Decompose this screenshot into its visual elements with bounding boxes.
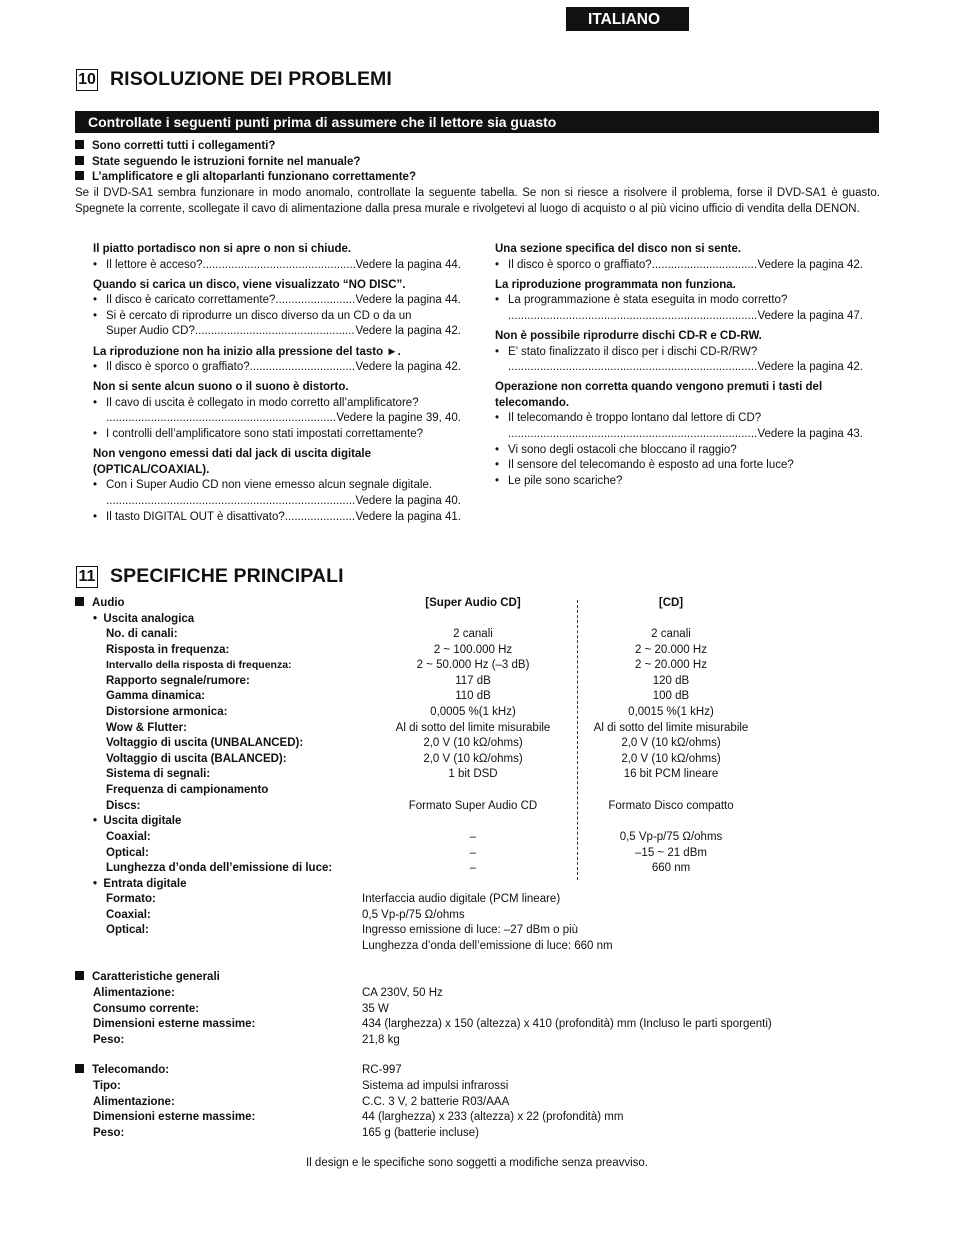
intro-paragraph: Se il DVD-SA1 sembra funzionare in modo anomalo, controllate la seguente tabella. Se non si riesce a risolvere il problema, forse il DVD-SA1 è guasto. Spegnete la corrente, scollegate il cavo di alimentazione dalla presa murale e rivolgetevi al luogo di acquisto o al più vicino ufficio di vendita della DENON. xyxy=(75,187,880,215)
remote-model: RC-997 xyxy=(362,1064,402,1076)
problem-item: • Le pile sono scariche? xyxy=(495,474,863,490)
spec-value-cd: –15 ~ 21 dBm xyxy=(635,846,707,859)
spec-value-sacd: Al di sotto del limite misurabile xyxy=(395,721,551,734)
section-10-title xyxy=(76,68,392,91)
problem-item: • Il disco è sporco o graffiato? ..... Vedere la pagina 42. xyxy=(495,258,863,274)
problem-title: Operazione non corretta quando vengono premuti i tasti del telecomando. xyxy=(495,381,823,409)
spec-value: C.C. 3 V, 2 batterie R03/AAA xyxy=(362,1095,510,1108)
spec-value: CA 230V, 50 Hz xyxy=(362,987,443,999)
language-tab: ITALIANO xyxy=(566,7,689,31)
problem-title: Non è possibile riprodurre dischi CD-R e CD-RW. xyxy=(495,329,762,342)
problem-title: Non si sente alcun suono o il suono è distorto. xyxy=(93,381,349,394)
problem-title: Il piatto portadisco non si apre o non si chiude. xyxy=(93,243,352,255)
spec-label: Formato: xyxy=(106,893,156,905)
spec-label: Distorsione armonica: xyxy=(106,706,228,718)
spec-label: No. di canali: xyxy=(106,628,178,640)
spec-label: Sistema di segnali: xyxy=(106,768,211,781)
section-number: 10 xyxy=(76,69,98,91)
spec-label: Wow & Flutter: xyxy=(106,721,187,734)
spec-value-sacd: – xyxy=(469,846,477,859)
problem-title: La riproduzione programmata non funziona. xyxy=(495,278,736,291)
square-bullet-icon xyxy=(75,597,84,606)
spec-value: 434 (larghezza) x 150 (altezza) x 410 (profondità) mm (Incluso le parti sporgenti) xyxy=(362,1018,772,1031)
spec-label: Lunghezza d’onda dell’emissione di luce: xyxy=(106,862,333,875)
spec-value-cd: 120 dB xyxy=(652,674,690,687)
problem-item: • I controlli dell’amplificatore sono stati impostati correttamente? xyxy=(93,427,461,443)
check-item: Sono corretti tutti i collegamenti? xyxy=(75,139,416,155)
spec-value: Ingresso emissione di luce: –27 dBm o più xyxy=(362,924,579,937)
spec-label: Voltaggio di uscita (UNBALANCED): xyxy=(106,737,304,750)
spec-subheading-digital-out: • Uscita digitale xyxy=(93,815,182,827)
problem-item: • Il cavo di uscita è collegato in modo corretto all’amplificatore? ..... Vedere la pagine 39, 40. xyxy=(93,396,461,427)
troubleshooting-right-column xyxy=(495,242,863,489)
footnote: Il design e le specifiche sono soggetti a modifiche senza preavviso. xyxy=(305,1157,648,1169)
spec-value-sacd: – xyxy=(469,862,477,875)
problem-item: • Il sensore del telecomando è esposto ad una forte luce? xyxy=(495,458,863,474)
spec-label: Peso: xyxy=(93,1033,125,1046)
problem-title: Quando si carica un disco, viene visualizzato “NO DISC”. xyxy=(93,278,406,291)
square-bullet-icon xyxy=(75,140,84,149)
spec-value-cd: 16 bit PCM lineare xyxy=(623,768,719,781)
spec-label: Risposta in frequenza: xyxy=(106,643,230,656)
spec-value-cd: 0,0015 %(1 kHz) xyxy=(628,706,714,718)
spec-label: Rapporto segnale/rumore: xyxy=(106,674,250,687)
spec-value-cd: 2,0 V (10 kΩ/ohms) xyxy=(621,752,721,765)
spec-label: Tipo: xyxy=(93,1080,121,1092)
spec-label: Voltaggio di uscita (BALANCED): xyxy=(106,752,287,765)
problem-item: • Si è cercato di riprodurre un disco diverso da un CD o da un Super Audio CD? ..... Vedere la pagina 42. xyxy=(93,309,461,340)
spec-value-sacd: Formato Super Audio CD xyxy=(408,799,538,812)
spec-value-cd: 2 ~ 20.000 Hz xyxy=(635,643,707,656)
problem-title: Una sezione specifica del disco non si sente. xyxy=(495,243,742,255)
problem-title: La riproduzione non ha inizio alla pressione del tasto ►. xyxy=(93,345,401,358)
problem-item: • Il telecomando è troppo lontano dal lettore di CD? ..... Vedere la pagina 43. xyxy=(495,411,863,442)
spec-value-sacd: 1 bit DSD xyxy=(448,768,498,781)
section-heading: RISOLUZIONE DEI PROBLEMI xyxy=(110,68,392,90)
problem-item: • Il tasto DIGITAL OUT è disattivato? ..... Vedere la pagina 41. xyxy=(93,510,461,526)
spec-value: 21,8 kg xyxy=(362,1033,400,1046)
spec-label: Alimentazione: xyxy=(93,987,175,999)
spec-value-cd: Formato Disco compatto xyxy=(608,799,734,812)
spec-label: Intervallo della risposta di frequenza: xyxy=(106,659,292,672)
spec-value-sacd: – xyxy=(469,831,477,843)
section-number: 11 xyxy=(76,566,98,588)
spec-label: Frequenza di campionamento xyxy=(106,784,269,796)
problem-item: • Con i Super Audio CD non viene emesso alcun segnale digitale. ..... Vedere la pagina 40. xyxy=(93,478,461,509)
check-list xyxy=(75,139,416,186)
spec-heading-remote: Telecomando: xyxy=(75,1063,169,1079)
spec-label: Coaxial: xyxy=(106,908,151,921)
section-heading: SPECIFICHE PRINCIPALI xyxy=(110,565,344,587)
spec-label: Coaxial: xyxy=(106,831,151,843)
square-bullet-icon xyxy=(75,971,84,980)
spec-value-sacd: 0,0005 %(1 kHz) xyxy=(430,706,516,718)
spec-label: Discs: xyxy=(106,799,141,812)
spec-label: Optical: xyxy=(106,924,149,937)
troubleshooting-left-column xyxy=(93,242,461,525)
spec-value-sacd: 2,0 V (10 kΩ/ohms) xyxy=(423,737,523,750)
spec-label: Dimensioni esterne massime: xyxy=(93,1111,256,1124)
spec-value: 165 g (batterie incluse) xyxy=(362,1126,479,1139)
problem-title: Non vengono emessi dati dal jack di uscita digitale (OPTICAL/COAXIAL). xyxy=(93,448,371,476)
spec-value-cd: 660 nm xyxy=(651,862,691,875)
spec-label: Alimentazione: xyxy=(93,1095,175,1108)
spec-value-sacd: 2 canali xyxy=(453,628,493,640)
spec-value: 35 W xyxy=(362,1002,389,1015)
spec-label: Gamma dinamica: xyxy=(106,690,206,703)
spec-value-sacd: 2 ~ 100.000 Hz xyxy=(433,643,513,656)
spec-value-cd: Al di sotto del limite misurabile xyxy=(593,721,749,734)
spec-value-sacd: 2 ~ 50.000 Hz (–3 dB) xyxy=(416,659,530,672)
checklist-banner: Controllate i seguenti punti prima di assumere che il lettore sia guasto xyxy=(75,111,879,133)
spec-value-sacd: 110 dB xyxy=(455,690,491,703)
spec-value: 44 (larghezza) x 233 (altezza) x 22 (profondità) mm xyxy=(362,1111,624,1124)
column-header-cd: [CD] xyxy=(658,597,684,609)
spec-heading-general: Caratteristiche generali xyxy=(75,970,220,986)
spec-value: Interfaccia audio digitale (PCM lineare) xyxy=(362,893,561,905)
square-bullet-icon xyxy=(75,1064,84,1073)
spec-value: 0,5 Vp-p/75 Ω/ohms xyxy=(362,908,465,921)
spec-value-cd: 100 dB xyxy=(652,690,690,703)
problem-item: • E’ stato finalizzato il disco per i dischi CD-R/RW? ..... Vedere la pagina 42. xyxy=(495,345,863,376)
spec-label: Consumo corrente: xyxy=(93,1002,200,1015)
spec-heading-audio: Audio xyxy=(75,596,125,612)
problem-item: • Il disco è caricato correttamente? ..... Vedere la pagina 44. xyxy=(93,293,461,309)
spec-value: Lunghezza d’onda dell’emissione di luce: 660 nm xyxy=(362,939,613,952)
spec-label: Optical: xyxy=(106,846,149,859)
problem-item: • Il disco è sporco o graffiato? ..... Vedere la pagina 42. xyxy=(93,360,461,376)
spec-value-cd: 2 canali xyxy=(651,628,691,640)
problem-item: • La programmazione è stata eseguita in modo corretto? ..... Vedere la pagina 47. xyxy=(495,293,863,324)
spec-value-sacd: 2,0 V (10 kΩ/ohms) xyxy=(423,752,523,765)
spec-value-cd: 2 ~ 20.000 Hz xyxy=(635,659,707,672)
problem-item: • Il lettore è acceso? ..... Vedere la pagina 44. xyxy=(93,258,461,274)
problem-item: • Vi sono degli ostacoli che bloccano il raggio? xyxy=(495,443,863,459)
spec-value: Sistema ad impulsi infrarossi xyxy=(362,1080,509,1092)
spec-value-cd: 2,0 V (10 kΩ/ohms) xyxy=(621,737,721,750)
spec-value-cd: 0,5 Vp-p/75 Ω/ohms xyxy=(619,831,723,843)
spec-label: Peso: xyxy=(93,1126,125,1139)
column-header-sacd: [Super Audio CD] xyxy=(425,597,521,609)
spec-subheading-digital-in: • Entrata digitale xyxy=(93,878,187,890)
spec-label: Dimensioni esterne massime: xyxy=(93,1018,256,1031)
check-item: State seguendo le istruzioni fornite nel manuale? xyxy=(75,155,416,171)
square-bullet-icon xyxy=(75,156,84,165)
spec-subheading-analog: • Uscita analogica xyxy=(93,613,195,625)
spec-value-sacd: 117 dB xyxy=(455,674,491,687)
check-item: L’amplificatore e gli altoparlanti funzionano correttamente? xyxy=(75,170,416,186)
square-bullet-icon xyxy=(75,171,84,180)
section-11-title xyxy=(76,565,344,588)
